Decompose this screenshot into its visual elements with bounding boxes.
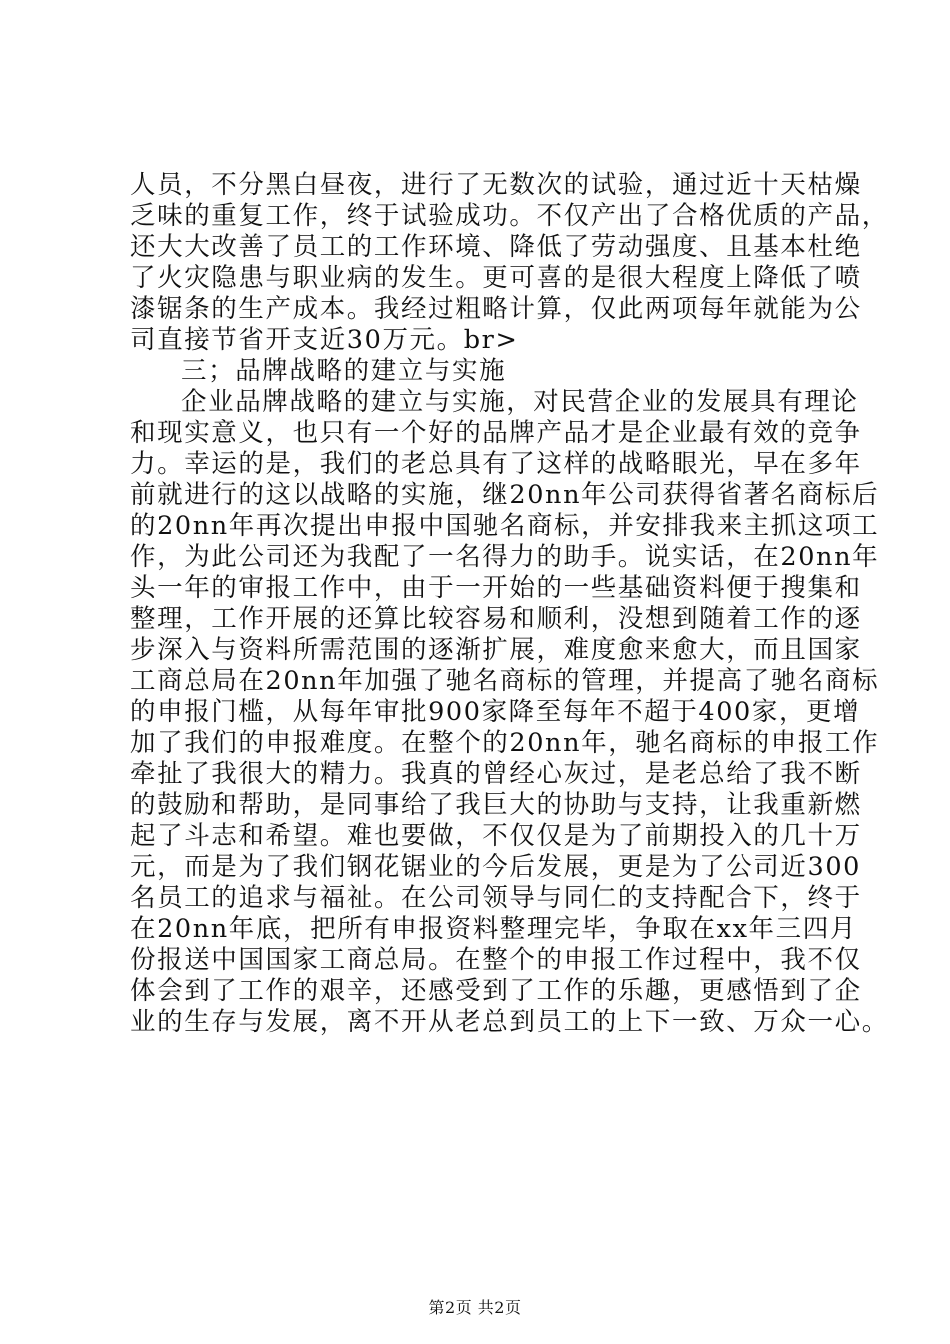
paragraph-line: 前就进行的这以战略的实施，继20nn年公司获得省著名商标后 (130, 480, 880, 510)
paragraph-line: 力。幸运的是，我们的老总具有了这样的战略眼光，早在多年 (130, 449, 862, 479)
paragraph-line: 的申报门槛，从每年审批900家降至每年不超于400家，更增 (130, 697, 861, 727)
paragraph-line: 司直接节省开支近30万元。br> (130, 325, 519, 355)
paragraph-line: 还大大改善了员工的工作环境、降低了劳动强度、且基本杜绝 (130, 232, 862, 262)
paragraph-line: 企业品牌战略的建立与实施，对民营企业的发展具有理论 (181, 387, 859, 417)
paragraph-line: 的鼓励和帮助，是同事给了我巨大的协助与支持，让我重新燃 (130, 790, 862, 820)
paragraph-line: 和现实意义，也只有一个好的品牌产品才是企业最有效的竞争 (130, 418, 862, 448)
paragraph-line: 牵扯了我很大的精力。我真的曾经心灰过，是老总给了我不断 (130, 759, 862, 789)
paragraph-line: 起了斗志和希望。难也要做，不仅仅是为了前期投入的几十万 (130, 821, 862, 851)
paragraph-line: 步深入与资料所需范围的逐渐扩展，难度愈来愈大，而且国家 (130, 635, 862, 665)
page-footer: 第2页 共2页 (428, 1298, 522, 1317)
paragraph-line: 份报送中国国家工商总局。在整个的申报工作过程中，我不仅 (130, 945, 862, 975)
paragraph-line: 头一年的审报工作中，由于一开始的一些基础资料便于搜集和 (130, 573, 862, 603)
paragraph-line: 人员，不分黑白昼夜，进行了无数次的试验，通过近十天枯燥 (130, 170, 862, 200)
paragraph-line: 乏味的重复工作，终于试验成功。不仅产出了合格优质的产品， (130, 201, 889, 231)
paragraph-line: 在20nn年底，把所有申报资料整理完毕，争取在xx年三四月 (130, 914, 857, 944)
paragraph-line: 漆锯条的生产成本。我经过粗略计算，仅此两项每年就能为公 (130, 294, 862, 324)
paragraph-line: 体会到了工作的艰辛，还感受到了工作的乐趣，更感悟到了企 (130, 976, 862, 1006)
paragraph-line: 了火灾隐患与职业病的发生。更可喜的是很大程度上降低了喷 (130, 263, 862, 293)
paragraph-line: 作，为此公司还为我配了一名得力的助手。说实话，在20nn年 (130, 542, 880, 572)
paragraph-line: 加了我们的申报难度。在整个的20nn年，驰名商标的申报工作 (130, 728, 880, 758)
paragraph-line: 名员工的追求与福祉。在公司领导与同仁的支持配合下，终于 (130, 883, 862, 913)
document-body (130, 170, 889, 1038)
paragraph-line: 业的生存与发展，离不开从老总到员工的上下一致、万众一心。 (130, 1007, 889, 1037)
section-heading: 三；品牌战略的建立与实施 (181, 356, 507, 386)
paragraph-line: 元，而是为了我们钢花锯业的今后发展，更是为了公司近300 (130, 852, 861, 882)
paragraph-line: 的20nn年再次提出申报中国驰名商标，并安排我来主抓这项工 (130, 511, 880, 541)
paragraph-line: 整理，工作开展的还算比较容易和顺利，没想到随着工作的逐 (130, 604, 862, 634)
paragraph-line: 工商总局在20nn年加强了驰名商标的管理，并提高了驰名商标 (130, 666, 880, 696)
